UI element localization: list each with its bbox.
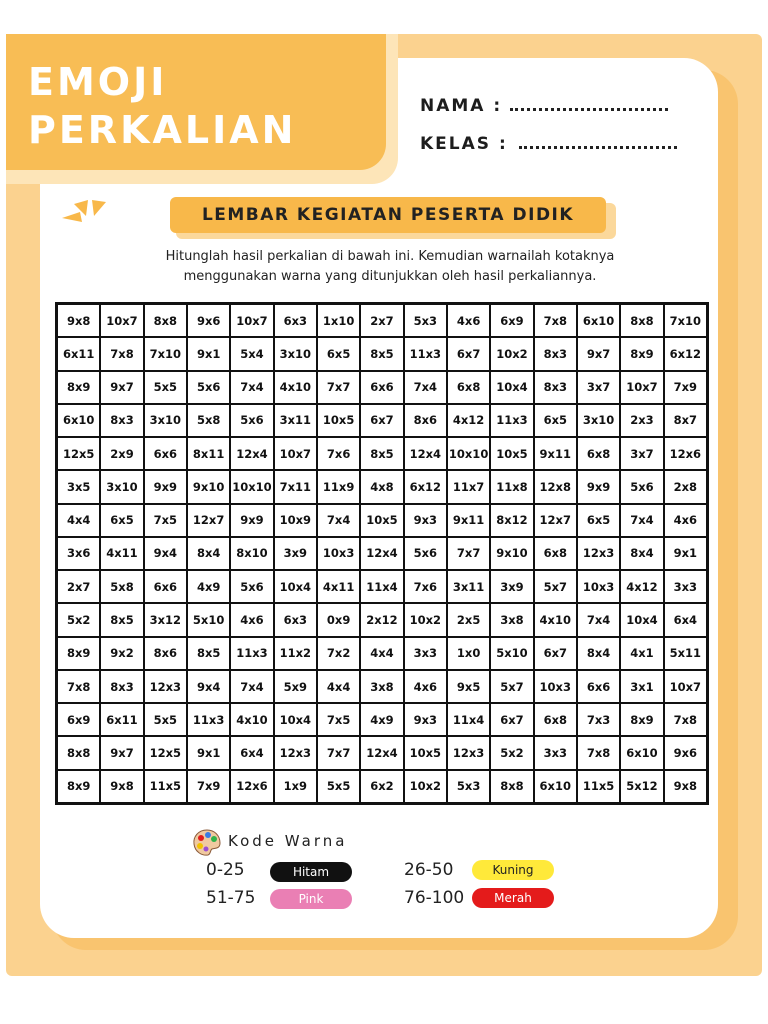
sparkle-icon <box>60 196 110 232</box>
grid-cell[interactable]: 7x4 <box>317 504 360 537</box>
grid-cell[interactable]: 12x7 <box>187 504 230 537</box>
legend-range-yellow: 26-50 <box>404 860 454 880</box>
grid-cell[interactable]: 5x5 <box>144 703 187 736</box>
grid-cell[interactable]: 10x2 <box>404 770 447 803</box>
grid-cell[interactable]: 10x2 <box>490 337 533 370</box>
grid-cell[interactable]: 10x7 <box>664 670 707 703</box>
kelas-field[interactable] <box>420 134 677 154</box>
grid-cell[interactable]: 2x12 <box>360 603 403 636</box>
grid-cell[interactable]: 6x8 <box>447 371 490 404</box>
grid-cell[interactable]: 9x9 <box>144 470 187 503</box>
grid-cell[interactable]: 1x0 <box>447 637 490 670</box>
grid-cell[interactable]: 9x7 <box>100 371 143 404</box>
grid-cell[interactable]: 6x9 <box>57 703 100 736</box>
grid-cell[interactable]: 10x2 <box>404 603 447 636</box>
grid-cell[interactable]: 5x8 <box>100 570 143 603</box>
grid-cell[interactable]: 7x4 <box>404 371 447 404</box>
grid-cell[interactable]: 1x9 <box>274 770 317 803</box>
grid-cell[interactable]: 4x4 <box>317 670 360 703</box>
grid-cell[interactable]: 7x10 <box>664 304 707 337</box>
grid-cell[interactable]: 8x11 <box>187 437 230 470</box>
grid-row <box>57 770 707 803</box>
grid-cell[interactable]: 4x6 <box>664 504 707 537</box>
grid-cell[interactable]: 9x3 <box>404 504 447 537</box>
grid-cell[interactable]: 3x3 <box>404 637 447 670</box>
grid-cell[interactable]: 5x10 <box>187 603 230 636</box>
grid-cell[interactable]: 6x2 <box>360 770 403 803</box>
grid-cell[interactable]: 10x7 <box>230 304 273 337</box>
grid-cell[interactable]: 12x7 <box>534 504 577 537</box>
grid-cell[interactable]: 7x8 <box>577 736 620 769</box>
grid-cell[interactable]: 11x3 <box>404 337 447 370</box>
title-line-1: EMOJI <box>28 60 168 104</box>
grid-cell[interactable]: 10x7 <box>620 371 663 404</box>
kelas-blank[interactable] <box>519 138 677 149</box>
grid-row <box>57 703 707 736</box>
grid-cell[interactable]: 12x6 <box>230 770 273 803</box>
grid-cell[interactable]: 6x10 <box>577 304 620 337</box>
grid-cell[interactable]: 12x4 <box>404 437 447 470</box>
grid-cell[interactable]: 5x5 <box>317 770 360 803</box>
grid-cell[interactable]: 4x11 <box>317 570 360 603</box>
grid-cell[interactable]: 3x3 <box>664 570 707 603</box>
grid-cell[interactable]: 9x8 <box>57 304 100 337</box>
grid-cell[interactable]: 6x8 <box>577 437 620 470</box>
grid-cell[interactable]: 6x8 <box>534 703 577 736</box>
grid-cell[interactable]: 9x1 <box>664 537 707 570</box>
palette-icon <box>192 828 222 858</box>
grid-cell[interactable]: 4x10 <box>230 703 273 736</box>
grid-cell[interactable]: 9x11 <box>534 437 577 470</box>
grid-cell[interactable]: 8x8 <box>620 304 663 337</box>
grid-cell[interactable]: 4x10 <box>274 371 317 404</box>
grid-cell[interactable]: 7x9 <box>664 371 707 404</box>
grid-cell[interactable]: 11x3 <box>187 703 230 736</box>
grid-cell[interactable]: 6x10 <box>534 770 577 803</box>
grid-cell[interactable]: 6x5 <box>317 337 360 370</box>
grid-cell[interactable]: 9x8 <box>664 770 707 803</box>
grid-row <box>57 637 707 670</box>
grid-cell[interactable]: 7x11 <box>274 470 317 503</box>
grid-cell[interactable]: 9x10 <box>490 537 533 570</box>
grid-cell[interactable]: 7x6 <box>317 437 360 470</box>
grid-cell[interactable]: 6x12 <box>404 470 447 503</box>
grid-cell[interactable]: 12x4 <box>360 736 403 769</box>
multiplication-grid <box>55 302 709 805</box>
grid-cell[interactable]: 2x7 <box>57 570 100 603</box>
grid-cell[interactable]: 2x5 <box>447 603 490 636</box>
grid-cell[interactable]: 4x6 <box>230 603 273 636</box>
grid-cell[interactable]: 4x6 <box>447 304 490 337</box>
grid-cell[interactable]: 1x10 <box>317 304 360 337</box>
grid-cell[interactable]: 11x4 <box>447 703 490 736</box>
grid-cell[interactable]: 3x10 <box>577 404 620 437</box>
legend-range-black: 0-25 <box>206 860 245 880</box>
grid-cell[interactable]: 11x5 <box>577 770 620 803</box>
grid-cell[interactable]: 6x11 <box>100 703 143 736</box>
grid-cell[interactable]: 6x8 <box>534 537 577 570</box>
grid-cell[interactable]: 6x4 <box>664 603 707 636</box>
grid-cell[interactable]: 8x3 <box>100 404 143 437</box>
grid-cell[interactable]: 10x3 <box>534 670 577 703</box>
grid-cell[interactable]: 7x4 <box>620 504 663 537</box>
grid-cell[interactable]: 8x4 <box>577 637 620 670</box>
legend-pill-red: Merah <box>472 888 554 908</box>
grid-cell[interactable]: 3x8 <box>360 670 403 703</box>
grid-cell[interactable]: 9x8 <box>100 770 143 803</box>
grid-cell[interactable]: 4x11 <box>100 537 143 570</box>
grid-cell[interactable]: 9x3 <box>404 703 447 736</box>
legend-pill-yellow: Kuning <box>472 860 554 880</box>
grid-cell[interactable]: 10x5 <box>360 504 403 537</box>
grid-cell[interactable]: 9x1 <box>187 736 230 769</box>
grid-cell[interactable]: 9x7 <box>577 337 620 370</box>
grid-cell[interactable]: 6x3 <box>274 304 317 337</box>
grid-cell[interactable]: 8x3 <box>534 337 577 370</box>
grid-cell[interactable]: 12x3 <box>447 736 490 769</box>
grid-cell[interactable]: 5x3 <box>447 770 490 803</box>
grid-cell[interactable]: 3x12 <box>144 603 187 636</box>
grid-cell[interactable]: 10x9 <box>274 504 317 537</box>
grid-cell[interactable]: 7x10 <box>144 337 187 370</box>
grid-cell[interactable]: 11x8 <box>490 470 533 503</box>
legend-range-red: 76-100 <box>404 888 465 908</box>
legend-range-pink: 51-75 <box>206 888 256 908</box>
grid-row <box>57 537 707 570</box>
grid-cell[interactable]: 6x5 <box>100 504 143 537</box>
grid-cell[interactable]: 8x6 <box>144 637 187 670</box>
grid-cell[interactable]: 6x6 <box>144 437 187 470</box>
grid-cell[interactable]: 7x4 <box>230 371 273 404</box>
grid-row <box>57 670 707 703</box>
grid-cell[interactable]: 5x4 <box>230 337 273 370</box>
grid-cell[interactable]: 10x3 <box>577 570 620 603</box>
grid-cell[interactable]: 12x8 <box>534 470 577 503</box>
title-line-2: PERKALIAN <box>28 108 297 152</box>
grid-row <box>57 570 707 603</box>
grid-cell[interactable]: 10x10 <box>447 437 490 470</box>
grid-cell[interactable]: 7x4 <box>577 603 620 636</box>
grid-cell[interactable]: 7x9 <box>187 770 230 803</box>
grid-cell[interactable]: 3x1 <box>620 670 663 703</box>
grid-cell[interactable]: 5x2 <box>490 736 533 769</box>
grid-cell[interactable]: 8x5 <box>360 337 403 370</box>
grid-cell[interactable]: 10x4 <box>620 603 663 636</box>
grid-cell[interactable]: 4x4 <box>57 504 100 537</box>
grid-cell[interactable]: 6x11 <box>57 337 100 370</box>
grid-cell[interactable]: 10x10 <box>230 470 273 503</box>
grid-cell[interactable]: 9x9 <box>577 470 620 503</box>
instruction-line-2: menggunakan warna yang ditunjukkan oleh hasil perkaliannya. <box>183 269 597 284</box>
grid-cell[interactable]: 3x10 <box>274 337 317 370</box>
grid-cell[interactable]: 2x9 <box>100 437 143 470</box>
grid-cell[interactable]: 8x7 <box>664 404 707 437</box>
instructions <box>100 247 680 287</box>
grid-row <box>57 504 707 537</box>
nama-field[interactable] <box>420 96 668 116</box>
grid-cell[interactable]: 9x4 <box>187 670 230 703</box>
grid-cell[interactable]: 6x3 <box>274 603 317 636</box>
grid-cell[interactable]: 11x2 <box>274 637 317 670</box>
legend-pill-black: Hitam <box>270 862 352 882</box>
kelas-label: KELAS : <box>420 134 508 154</box>
grid-cell[interactable]: 8x8 <box>490 770 533 803</box>
grid-cell[interactable]: 7x4 <box>230 670 273 703</box>
grid-cell[interactable]: 9x11 <box>447 504 490 537</box>
grid-cell[interactable]: 7x3 <box>577 703 620 736</box>
grid-cell[interactable]: 3x8 <box>490 603 533 636</box>
grid-cell[interactable]: 6x12 <box>664 337 707 370</box>
grid-row <box>57 304 707 337</box>
grid-cell[interactable]: 8x4 <box>187 537 230 570</box>
grid-cell[interactable]: 8x3 <box>534 371 577 404</box>
grid-cell[interactable]: 10x5 <box>404 736 447 769</box>
grid-cell[interactable]: 3x9 <box>274 537 317 570</box>
grid-cell[interactable]: 5x11 <box>664 637 707 670</box>
grid-cell[interactable]: 4x1 <box>620 637 663 670</box>
grid-cell[interactable]: 10x3 <box>317 537 360 570</box>
grid-cell[interactable]: 10x4 <box>274 570 317 603</box>
grid-cell[interactable]: 11x7 <box>447 470 490 503</box>
grid-cell[interactable]: 4x6 <box>404 670 447 703</box>
grid-cell[interactable]: 3x7 <box>620 437 663 470</box>
grid-cell[interactable]: 4x12 <box>447 404 490 437</box>
grid-cell[interactable]: 10x7 <box>274 437 317 470</box>
grid-cell[interactable]: 3x10 <box>144 404 187 437</box>
grid-cell[interactable]: 12x4 <box>230 437 273 470</box>
grid-cell[interactable]: 8x12 <box>490 504 533 537</box>
grid-cell[interactable]: 4x10 <box>534 603 577 636</box>
grid-cell[interactable]: 7x5 <box>144 504 187 537</box>
grid-cell[interactable]: 2x3 <box>620 404 663 437</box>
grid-cell[interactable]: 6x5 <box>577 504 620 537</box>
grid-cell[interactable]: 7x7 <box>447 537 490 570</box>
grid-cell[interactable]: 10x7 <box>100 304 143 337</box>
legend-pill-pink: Pink <box>270 889 352 909</box>
grid-cell[interactable]: 7x7 <box>317 736 360 769</box>
grid-cell[interactable]: 5x9 <box>274 670 317 703</box>
grid-cell[interactable]: 8x9 <box>57 770 100 803</box>
grid-cell[interactable]: 9x5 <box>447 670 490 703</box>
grid-row <box>57 404 707 437</box>
grid-cell[interactable]: 6x9 <box>490 304 533 337</box>
grid-cell[interactable]: 5x3 <box>404 304 447 337</box>
grid-row <box>57 470 707 503</box>
grid-cell[interactable]: 8x8 <box>57 736 100 769</box>
grid-row <box>57 603 707 636</box>
grid-cell[interactable]: 10x4 <box>490 371 533 404</box>
grid-cell[interactable]: 6x6 <box>577 670 620 703</box>
grid-cell[interactable]: 9x1 <box>187 337 230 370</box>
grid-cell[interactable]: 5x7 <box>490 670 533 703</box>
grid-cell[interactable]: 9x4 <box>144 537 187 570</box>
grid-cell[interactable]: 11x4 <box>360 570 403 603</box>
grid-cell[interactable]: 11x3 <box>490 404 533 437</box>
grid-cell[interactable]: 4x4 <box>360 637 403 670</box>
grid-cell[interactable]: 10x5 <box>490 437 533 470</box>
grid-cell[interactable]: 7x8 <box>664 703 707 736</box>
grid-cell[interactable]: 5x6 <box>404 537 447 570</box>
grid-cell[interactable]: 9x9 <box>230 504 273 537</box>
grid-cell[interactable]: 6x10 <box>620 736 663 769</box>
grid-cell[interactable]: 8x10 <box>230 537 273 570</box>
grid-cell[interactable]: 3x10 <box>100 470 143 503</box>
grid-cell[interactable]: 7x6 <box>404 570 447 603</box>
grid-cell[interactable]: 4x12 <box>620 570 663 603</box>
grid-cell[interactable]: 8x3 <box>100 670 143 703</box>
legend-title: Kode Warna <box>228 832 348 850</box>
grid-cell[interactable]: 9x7 <box>100 736 143 769</box>
grid-cell[interactable]: 4x9 <box>187 570 230 603</box>
grid-cell[interactable]: 5x12 <box>620 770 663 803</box>
grid-cell[interactable]: 3x11 <box>447 570 490 603</box>
grid-cell[interactable]: 7x2 <box>317 637 360 670</box>
grid-cell[interactable]: 0x9 <box>317 603 360 636</box>
grid-cell[interactable]: 8x5 <box>187 637 230 670</box>
grid-cell[interactable]: 8x4 <box>620 537 663 570</box>
grid-cell[interactable]: 12x5 <box>57 437 100 470</box>
grid-cell[interactable]: 12x6 <box>664 437 707 470</box>
grid-row <box>57 437 707 470</box>
grid-cell[interactable]: 8x9 <box>57 371 100 404</box>
instruction-line-1: Hitunglah hasil perkalian di bawah ini. Kemudian warnailah kotaknya <box>165 249 615 264</box>
grid-cell[interactable]: 12x4 <box>360 537 403 570</box>
grid-cell[interactable]: 8x5 <box>360 437 403 470</box>
grid-cell[interactable]: 7x7 <box>317 371 360 404</box>
grid-cell[interactable]: 6x7 <box>490 703 533 736</box>
grid-cell[interactable]: 12x3 <box>144 670 187 703</box>
section-banner: LEMBAR KEGIATAN PESERTA DIDIK <box>170 197 606 233</box>
grid-cell[interactable]: 10x5 <box>317 404 360 437</box>
grid-cell[interactable]: 12x3 <box>274 736 317 769</box>
grid-cell[interactable]: 5x6 <box>230 404 273 437</box>
grid-cell[interactable]: 5x8 <box>187 404 230 437</box>
page-title <box>28 58 297 154</box>
grid-cell[interactable]: 4x9 <box>360 703 403 736</box>
grid-cell[interactable]: 3x7 <box>577 371 620 404</box>
grid-cell[interactable]: 6x7 <box>447 337 490 370</box>
grid-cell[interactable]: 8x9 <box>620 337 663 370</box>
grid-cell[interactable]: 6x6 <box>360 371 403 404</box>
grid-cell[interactable]: 9x10 <box>187 470 230 503</box>
grid-cell[interactable]: 7x8 <box>100 337 143 370</box>
grid-cell[interactable]: 11x5 <box>144 770 187 803</box>
grid-cell[interactable]: 12x3 <box>577 537 620 570</box>
grid-cell[interactable]: 11x3 <box>230 637 273 670</box>
grid-cell[interactable]: 7x5 <box>317 703 360 736</box>
grid-cell[interactable]: 8x6 <box>404 404 447 437</box>
grid-cell[interactable]: 6x6 <box>144 570 187 603</box>
grid-cell[interactable]: 3x3 <box>534 736 577 769</box>
grid-cell[interactable]: 2x8 <box>664 470 707 503</box>
grid-cell[interactable]: 12x5 <box>144 736 187 769</box>
grid-cell[interactable]: 5x6 <box>620 470 663 503</box>
grid-cell[interactable]: 11x9 <box>317 470 360 503</box>
grid-cell[interactable]: 6x7 <box>360 404 403 437</box>
grid-cell[interactable]: 6x4 <box>230 736 273 769</box>
grid-cell[interactable]: 5x5 <box>144 371 187 404</box>
grid-cell[interactable]: 5x6 <box>230 570 273 603</box>
grid-cell[interactable]: 7x8 <box>57 670 100 703</box>
grid-cell[interactable]: 8x8 <box>144 304 187 337</box>
grid-cell[interactable]: 7x8 <box>534 304 577 337</box>
grid-cell[interactable]: 4x8 <box>360 470 403 503</box>
grid-cell[interactable]: 5x10 <box>490 637 533 670</box>
grid-cell[interactable]: 6x10 <box>57 404 100 437</box>
grid-cell[interactable]: 2x7 <box>360 304 403 337</box>
nama-label: NAMA : <box>420 96 503 116</box>
grid-cell[interactable]: 8x9 <box>620 703 663 736</box>
grid-cell[interactable]: 5x7 <box>534 570 577 603</box>
grid-cell[interactable]: 6x7 <box>534 637 577 670</box>
grid-cell[interactable]: 3x5 <box>57 470 100 503</box>
grid-cell[interactable]: 3x9 <box>490 570 533 603</box>
grid-cell[interactable]: 9x6 <box>664 736 707 769</box>
grid-cell[interactable]: 9x2 <box>100 637 143 670</box>
grid-row <box>57 337 707 370</box>
nama-blank[interactable] <box>510 100 668 111</box>
grid-cell[interactable]: 6x5 <box>534 404 577 437</box>
grid-cell[interactable]: 3x11 <box>274 404 317 437</box>
grid-row <box>57 371 707 404</box>
grid-cell[interactable]: 5x6 <box>187 371 230 404</box>
grid-cell[interactable]: 8x9 <box>57 637 100 670</box>
grid-cell[interactable]: 8x5 <box>100 603 143 636</box>
grid-row <box>57 736 707 769</box>
grid-cell[interactable]: 5x2 <box>57 603 100 636</box>
grid-cell[interactable]: 9x6 <box>187 304 230 337</box>
grid-cell[interactable]: 3x6 <box>57 537 100 570</box>
grid-cell[interactable]: 10x4 <box>274 703 317 736</box>
